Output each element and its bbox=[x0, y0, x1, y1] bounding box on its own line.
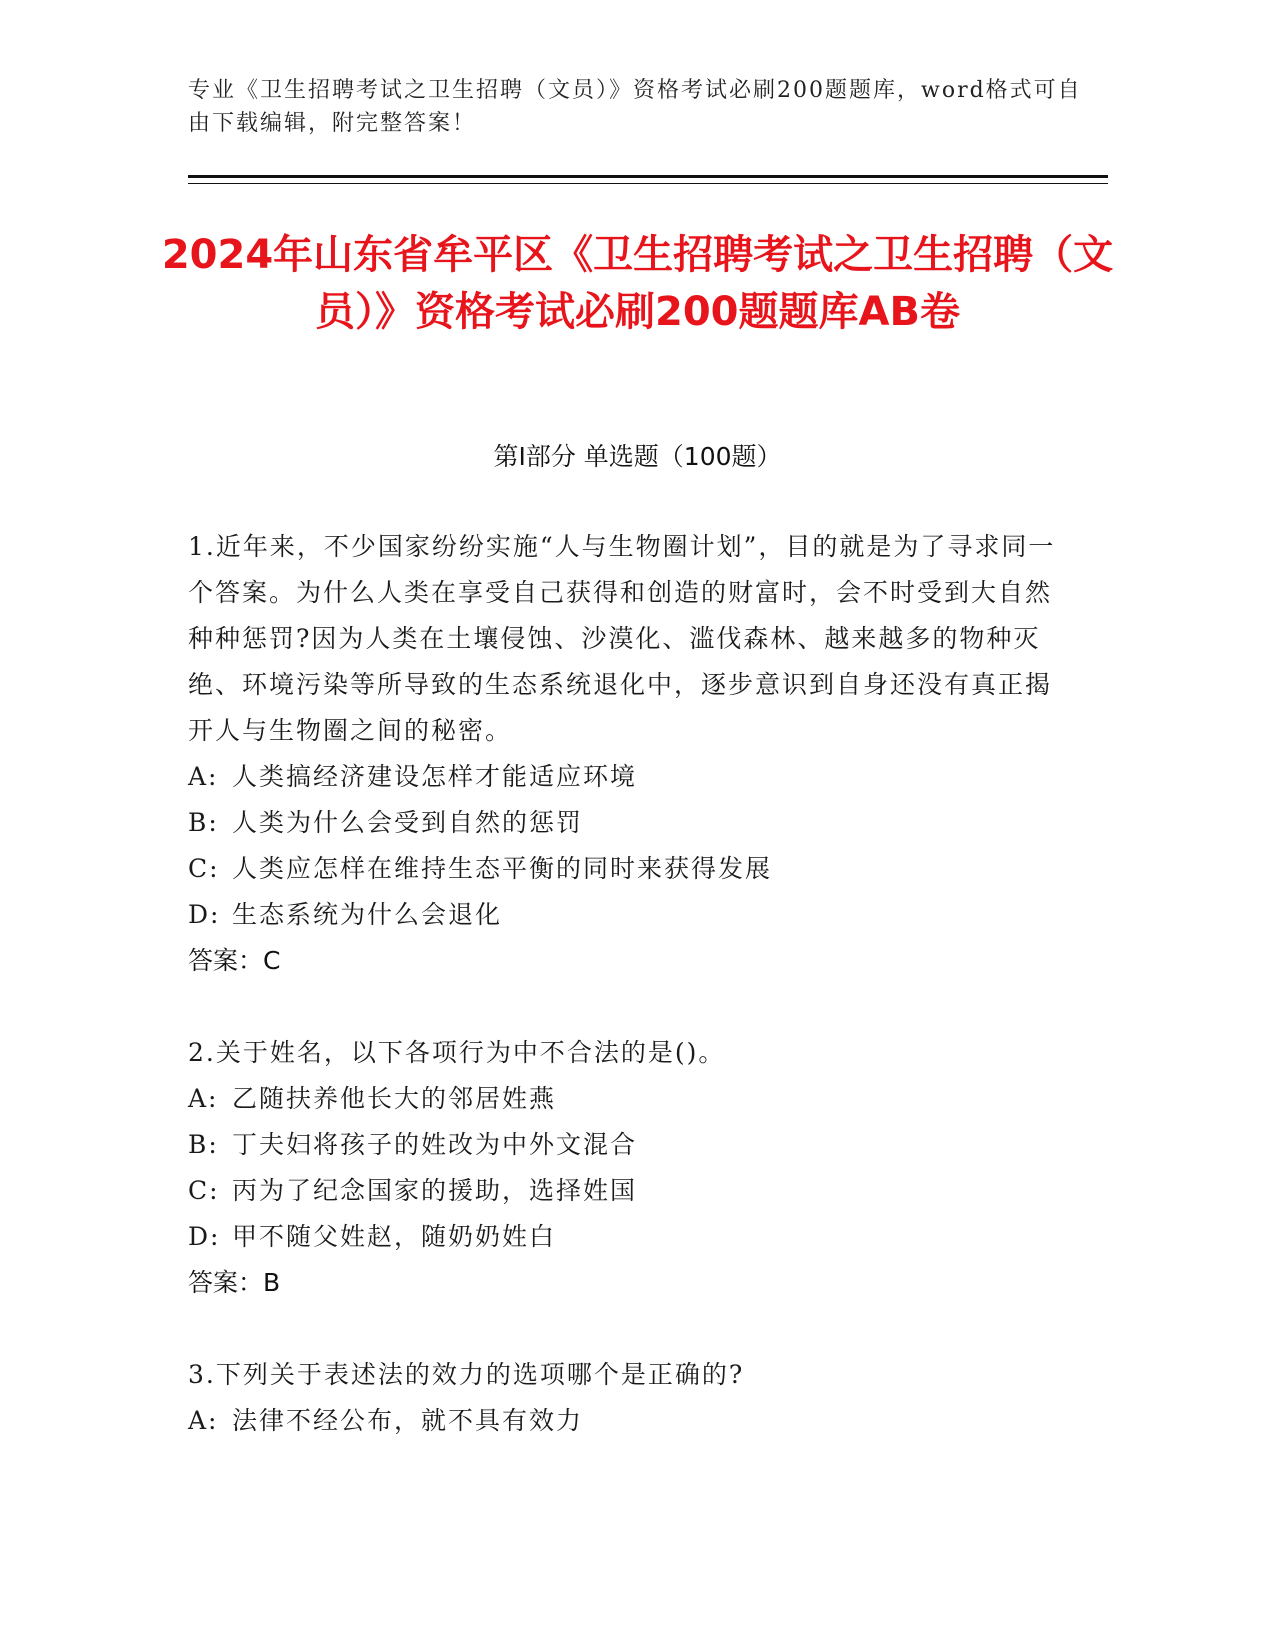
option-text: 人类应怎样在维持生态平衡的同时来获得发展 bbox=[232, 854, 773, 883]
question-stem: 3.下列关于表述法的效力的选项哪个是正确的? bbox=[188, 1360, 745, 1389]
option-b bbox=[188, 800, 1068, 846]
answer-line: 答案：C bbox=[188, 946, 281, 975]
option-a bbox=[188, 1398, 1068, 1444]
option-letter: D: bbox=[188, 1222, 221, 1251]
option-a bbox=[188, 1076, 1068, 1122]
header-note: 专业《卫生招聘考试之卫生招聘（文员）》资格考试必刷200题题库，word格式可自由下载编辑，附完整答案！ bbox=[188, 78, 1082, 136]
option-text: 乙随扶养他长大的邻居姓燕 bbox=[232, 1084, 557, 1113]
question-2 bbox=[188, 1030, 1068, 1306]
option-c bbox=[188, 846, 1068, 892]
question-1 bbox=[188, 524, 1068, 984]
option-text: 人类为什么会受到自然的惩罚 bbox=[232, 808, 584, 837]
option-text: 丁夫妇将孩子的姓改为中外文混合 bbox=[232, 1130, 638, 1159]
option-letter: A: bbox=[188, 1084, 219, 1113]
option-b bbox=[188, 1122, 1068, 1168]
option-text: 人类搞经济建设怎样才能适应环境 bbox=[232, 762, 638, 791]
answer-line: 答案：B bbox=[188, 1268, 281, 1297]
document-title: 2024年山东省牟平区《卫生招聘考试之卫生招聘（文员）》资格考试必刷200题题库AB卷 bbox=[161, 232, 1114, 335]
option-a bbox=[188, 754, 1068, 800]
option-text: 甲不随父姓赵，随奶奶姓白 bbox=[232, 1222, 557, 1251]
option-text: 生态系统为什么会退化 bbox=[232, 900, 503, 929]
option-letter: C: bbox=[188, 1176, 220, 1205]
section-heading: 第I部分 单选题（100题） bbox=[493, 442, 782, 471]
question-list bbox=[188, 524, 1068, 1490]
option-text: 丙为了纪念国家的援助，选择姓国 bbox=[232, 1176, 638, 1205]
question-stem: 1.近年来，不少国家纷纷实施“人与生物圈计划”，目的就是为了寻求同一个答案。为什么人类在享受自己获得和创造的财富时，会不时受到大自然种种惩罚?因为人类在土壤侵蚀、沙漠化、滥伐森林、越来越多的物种灭绝、环境污染等所导致的生态系统退化中，逐步意识到自身还没有真正揭开人与生物圈之间的秘密。 bbox=[188, 532, 1056, 745]
header-rule-thick bbox=[188, 175, 1108, 178]
option-text: 法律不经公布，就不具有效力 bbox=[232, 1406, 584, 1435]
option-c bbox=[188, 1168, 1068, 1214]
option-letter: A: bbox=[188, 762, 219, 791]
question-stem: 2.关于姓名，以下各项行为中不合法的是()。 bbox=[188, 1038, 726, 1067]
option-letter: A: bbox=[188, 1406, 219, 1435]
option-letter: C: bbox=[188, 854, 220, 883]
option-d bbox=[188, 892, 1068, 938]
option-letter: D: bbox=[188, 900, 221, 929]
header-rule-thin bbox=[188, 183, 1108, 184]
option-letter: B: bbox=[188, 808, 219, 837]
option-letter: B: bbox=[188, 1130, 219, 1159]
question-3 bbox=[188, 1352, 1068, 1444]
option-d bbox=[188, 1214, 1068, 1260]
